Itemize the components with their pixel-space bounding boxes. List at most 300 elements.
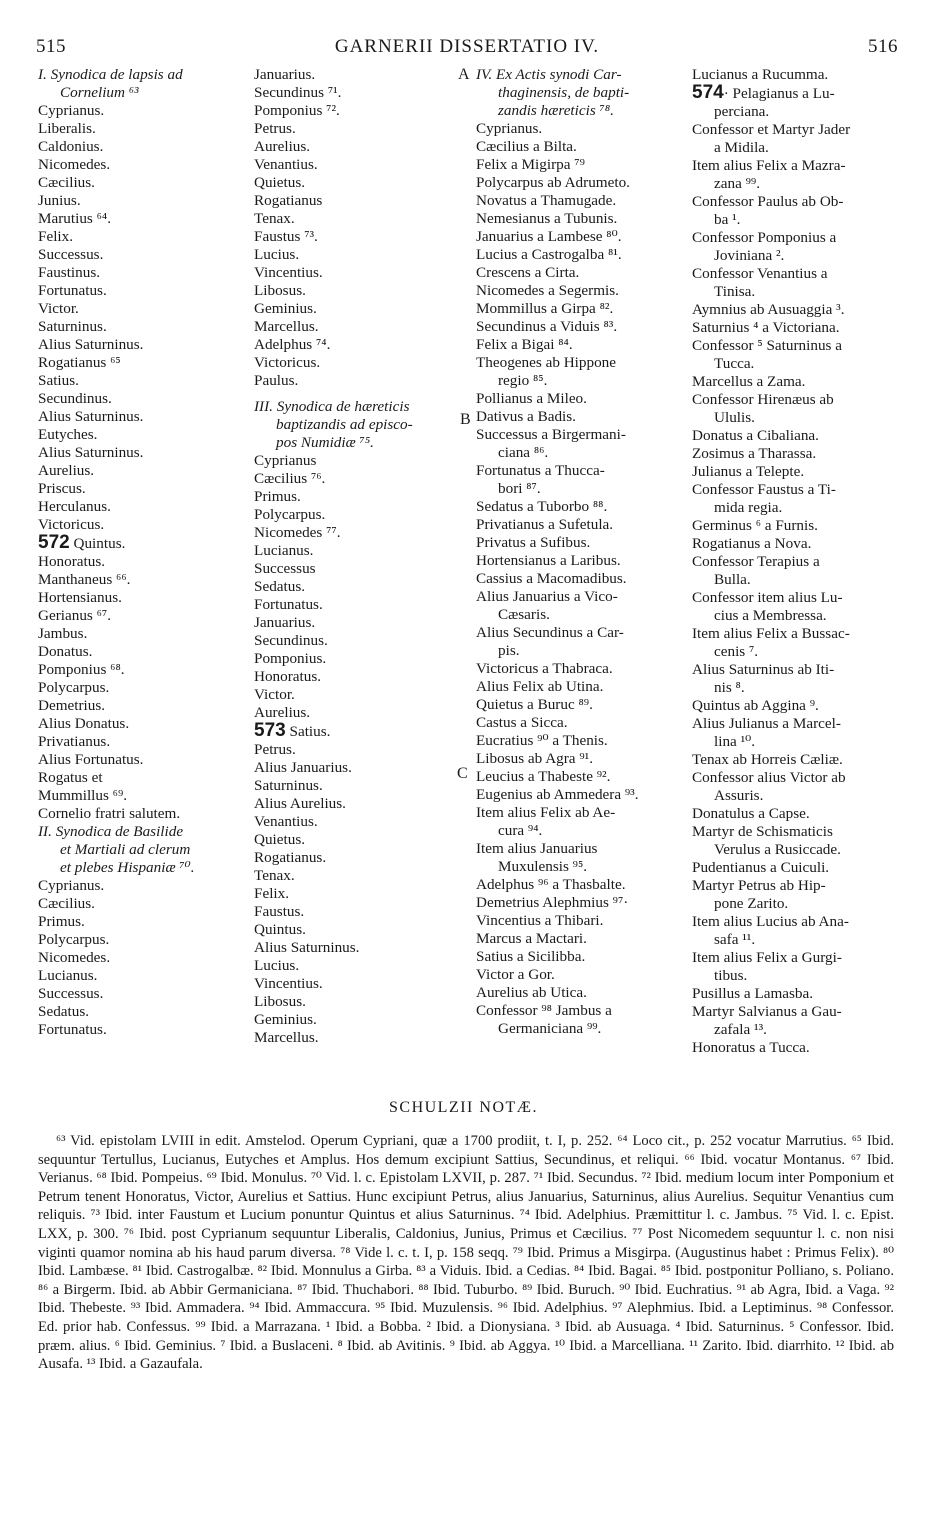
list-line: [38, 426, 243, 444]
line-text: Donatulus a Capse.: [692, 805, 810, 822]
line-text: Julianus a Telepte.: [692, 463, 805, 480]
line-text: zandis hæreticis ⁷⁸.: [498, 102, 614, 119]
section-heading-line: [476, 102, 682, 120]
line-text: Manthaneus ⁶⁶.: [38, 571, 131, 588]
line-text: Crescens a Cirta.: [476, 264, 580, 281]
line-text: Vincentius.: [254, 264, 323, 281]
list-line: [692, 751, 894, 769]
line-text: Sedatus.: [254, 578, 306, 595]
list-line: [692, 805, 894, 823]
list-line: [692, 589, 894, 607]
line-text: Saturninus.: [254, 777, 323, 794]
list-line: [254, 560, 459, 578]
line-text: II. Synodica de Basilide: [38, 823, 184, 840]
line-text: pos Numidiæ ⁷⁵.: [276, 434, 374, 451]
footnotes-text: ⁶³ Vid. epistolam LVIII in edit. Amstelod. Operum Cypriani, quæ a 1700 prodiit, t. I, p. 252. ⁶⁴ Loco cit., p. 252 vocatur Marrutius. ⁶⁵ Ibid. sequuntur Tertullus, Lucianus, Eutyches et Amplus. Hos demum excipiunt Sattius, Secundinus, et reliqui. ⁶⁶ Ibid. vocatur Montanus. ⁶⁷ Ibid. Verianus. ⁶⁸ Ibid. Pompeius. ⁶⁹ Ibid. Monulus. ⁷⁰ Vid. l. c. Epistolam LXVII, p. 287. ⁷¹ Ibid. Secundus. ⁷² Ibid. medium locum inter Pomponium et Petrum tenent Honoratus, Victor, Aurelius et Sattius. Hunc excipiunt Petrus, alius Januarius, Saturninus, alius Aurelius. Sequitur Venantius cum reliquis. ⁷³ Ibid. inter Faustum et Lucium ponuntur Quintus et alius Saturninus. ⁷⁴ Ibid. Adelphius. Præmittitur l. c. Jambus. ⁷⁵ Vid. l. c. Epist. LXX, p. 300. ⁷⁶ Ibid. post Cyprianum sequuntur Liberalis, Caldonius, Junius, Primus et Cæcilius. ⁷⁷ Post Nicomedem sequuntur l. c. non nisi viginti quamor nomina ab his haud parum diversa. ⁷⁸ Vide l. c. t. I, p. 158 seqq. ⁷⁹ Ibid. Primus a Misgirpa. (Augustinus habet : Primus Felix). ⁸⁰ Ibid. Lambæse. ⁸¹ Ibid. Castrogalbæ. ⁸² Ibid. Monnulus a Girba. ⁸³ a Viduis. Ibid. a Cedias. ⁸⁴ Ibid. Bagai. ⁸⁵ Ibid. postponitur Polliano, s. Poliano. ⁸⁶ a Birgerm. Ibid. ab Abbir Germaniciana. ⁸⁷ Ibid. Thuchabori. ⁸⁸ Ibid. Tuburbo. ⁸⁹ Ibid. Buruch. ⁹⁰ Ibid. Euchratius. ⁹¹ ab Agra, Ibid. a Vaga. ⁹² Ibid. Thebeste. ⁹³ Ibid. Ammadera. ⁹⁴ Ibid. Ammaccura. ⁹⁵ Ibid. Muzulensis. ⁹⁶ Ibid. Adelphius. ⁹⁷ Alephmius. Ibid. a Leptiminus. ⁹⁸ Confessor. Ed. prior hab. Confessus. ⁹⁹ Ibid. a Marrazana. ¹ Ibid. a Bobba. ² Ibid. a Dionysiana. ³ Ibid. ab Ausuaga. ⁴ Ibid. Saturninus. ⁵ Confessor. Ibid. præm. alius. ⁶ Ibid. Geminius. ⁷ Ibid. a Buslaceni. ⁸ Ibid. ab Avitinis. ⁹ Ibid. ab Aggya. ¹⁰ Ibid. a Marcelliana. ¹¹ Zarito. Ibid. diarrhito. ¹² Ibid. ab Ausafa. ¹³ Ibid. a Gazaufala.: [38, 1133, 894, 1373]
list-line: [38, 697, 243, 715]
line-text: Nicomedes.: [38, 949, 111, 966]
list-line: [38, 877, 243, 895]
line-text: Martyr de Schismaticis: [692, 823, 833, 840]
line-text: Felix.: [254, 885, 290, 902]
list-line: [254, 596, 459, 614]
list-line: [254, 849, 459, 867]
line-text: Hortensianus a Laribus.: [476, 552, 621, 569]
list-line: [692, 787, 894, 805]
list-line: [476, 372, 682, 390]
list-line: [476, 984, 682, 1002]
line-text: Novatus a Thamugade.: [476, 192, 617, 209]
list-line: [38, 931, 243, 949]
line-text: Alius Saturninus.: [38, 408, 144, 425]
list-line: [254, 777, 459, 795]
list-line: [692, 553, 894, 571]
list-line: [254, 957, 459, 975]
line-text: Gerianus ⁶⁷.: [38, 607, 112, 624]
list-line: [692, 229, 894, 247]
line-text: Successus a Birgermani-: [476, 426, 626, 443]
line-text: Muxulensis ⁹⁵.: [498, 858, 588, 875]
line-text: perciana.: [714, 103, 770, 120]
line-text: Tenax.: [254, 210, 295, 227]
line-text: Eutyches.: [38, 426, 98, 443]
line-text: Venantius.: [254, 156, 318, 173]
list-line: [476, 858, 682, 876]
list-line: [692, 103, 894, 121]
line-text: Mommillus a Girpa ⁸².: [476, 300, 614, 317]
line-text: Secundinus.: [254, 632, 328, 649]
list-line: [692, 517, 894, 535]
list-line: [38, 751, 243, 769]
list-line: [254, 668, 459, 686]
list-line: [692, 157, 894, 175]
list-line: [254, 228, 459, 246]
list-line: [38, 895, 243, 913]
line-text: Privatianus.: [38, 733, 111, 750]
list-line: [254, 795, 459, 813]
line-text: ciana ⁸⁶.: [498, 444, 549, 461]
list-line: [476, 480, 682, 498]
text-column-4: [692, 66, 894, 1057]
list-line: [692, 499, 894, 517]
list-line: [254, 650, 459, 668]
line-text: · Pelagianus a Lu-: [723, 85, 835, 102]
list-line: [692, 463, 894, 481]
line-text: Confessor alius Victor ab: [692, 769, 846, 786]
line-text: Germaniciana ⁹⁹.: [498, 1020, 602, 1037]
list-line: [476, 156, 682, 174]
list-line: [38, 228, 243, 246]
line-text: Quietus a Buruc ⁸⁹.: [476, 696, 593, 713]
line-text: Aurelius.: [254, 138, 311, 155]
text-column-1: [38, 66, 243, 1039]
line-text: Confessor Pomponius a: [692, 229, 837, 246]
line-text: Nemesianus a Tubunis.: [476, 210, 618, 227]
list-line: [692, 661, 894, 679]
list-line: [692, 571, 894, 589]
list-line: [38, 444, 243, 462]
line-text: Cyprianus.: [38, 102, 105, 119]
list-line: [476, 210, 682, 228]
list-line: [38, 408, 243, 426]
line-text: Jambus.: [38, 625, 88, 642]
list-line: [476, 732, 682, 750]
list-line: [254, 336, 459, 354]
line-text: Nicomedes a Segermis.: [476, 282, 619, 299]
list-line: [692, 607, 894, 625]
list-line: [692, 247, 894, 265]
line-text: Successus.: [38, 985, 104, 1002]
list-line: [692, 769, 894, 787]
line-text: Martyr Petrus ab Hip-: [692, 877, 826, 894]
list-line: [692, 895, 894, 913]
list-line: [476, 516, 682, 534]
line-text: Victoricus a Thabraca.: [476, 660, 613, 677]
list-line: [254, 318, 459, 336]
line-text: Satius a Sicilibba.: [476, 948, 586, 965]
line-text: Marcus a Mactari.: [476, 930, 587, 947]
line-text: Felix a Migirpa ⁷⁹: [476, 156, 585, 173]
line-text: III. Synodica de hæreticis: [254, 398, 410, 415]
list-line: [254, 524, 459, 542]
line-text: cius a Membressa.: [714, 607, 827, 624]
list-line: [254, 722, 459, 741]
line-text: Sedatus a Tuborbo ⁸⁸.: [476, 498, 608, 515]
list-line: [38, 769, 243, 787]
list-line: [254, 885, 459, 903]
line-text: Alius Donatus.: [38, 715, 130, 732]
line-text: Secundinus ⁷¹.: [254, 84, 342, 101]
line-text: Lucianus.: [38, 967, 98, 984]
line-text: Liberalis.: [38, 120, 96, 137]
list-line: [254, 1011, 459, 1029]
line-text: Mummillus ⁶⁹.: [38, 787, 128, 804]
list-line: [692, 337, 894, 355]
list-line: [254, 903, 459, 921]
line-text: Martyr Salvianus a Gau-: [692, 1003, 842, 1020]
list-line: [476, 246, 682, 264]
line-text: Cyprianus.: [38, 877, 105, 894]
line-text: Alius Saturninus.: [38, 336, 144, 353]
list-line: [254, 741, 459, 759]
list-line: [692, 211, 894, 229]
list-line: [476, 534, 682, 552]
list-line: [476, 606, 682, 624]
list-line: [254, 174, 459, 192]
list-line: [692, 373, 894, 391]
list-line: [38, 210, 243, 228]
text-column-2: [254, 66, 459, 1047]
line-text: Aurelius ab Utica.: [476, 984, 587, 1001]
line-text: Alius Saturninus.: [38, 444, 144, 461]
list-line: [692, 84, 894, 103]
line-text: Rogatianus.: [254, 849, 327, 866]
list-line: [692, 823, 894, 841]
line-text: Polycarpus.: [254, 506, 326, 523]
line-text: Fortunatus.: [254, 596, 323, 613]
line-text: Geminius.: [254, 300, 317, 317]
list-line: [254, 264, 459, 282]
list-line: [476, 624, 682, 642]
list-line: [476, 786, 682, 804]
line-text: Donatus a Cibaliana.: [692, 427, 819, 444]
margin-letter-b: B: [460, 411, 471, 428]
list-line: [476, 354, 682, 372]
list-line: [38, 174, 243, 192]
section-heading-line: [254, 434, 459, 452]
list-line: [692, 715, 894, 733]
list-line: [254, 120, 459, 138]
line-text: Pomponius ⁶⁸.: [38, 661, 125, 678]
line-text: Cæcilius.: [38, 895, 95, 912]
list-line: [38, 715, 243, 733]
line-text: Lucius a Castrogalba ⁸¹.: [476, 246, 622, 263]
list-line: [38, 282, 243, 300]
list-line: [692, 679, 894, 697]
line-text: zana ⁹⁹.: [714, 175, 761, 192]
line-text: Alius Januarius.: [254, 759, 352, 776]
line-text: Herculanus.: [38, 498, 111, 515]
list-line: [254, 975, 459, 993]
list-line: [692, 427, 894, 445]
list-line: [38, 120, 243, 138]
margin-letter-c: C: [457, 765, 468, 782]
list-line: [38, 661, 243, 679]
line-text: Alius Felix ab Utina.: [476, 678, 604, 695]
line-text: Cæcilius a Bilta.: [476, 138, 577, 155]
line-text: Lucius.: [254, 957, 300, 974]
line-text: Secundinus a Viduis ⁸³.: [476, 318, 618, 335]
list-line: [38, 607, 243, 625]
line-text: Junius.: [38, 192, 81, 209]
line-text: Marcellus a Zama.: [692, 373, 806, 390]
list-line: [254, 66, 459, 84]
list-line: [38, 390, 243, 408]
line-text: Petrus.: [254, 120, 296, 137]
line-text: Cæcilius.: [38, 174, 95, 191]
list-line: [38, 102, 243, 120]
list-line: [476, 390, 682, 408]
line-text: Januarius.: [254, 66, 316, 83]
line-text: et plebes Hispaniæ ⁷⁰.: [60, 859, 195, 876]
section-heading-line: [38, 841, 243, 859]
line-text: Privatus a Sufibus.: [476, 534, 591, 551]
list-line: [476, 588, 682, 606]
list-line: [476, 300, 682, 318]
list-line: [476, 282, 682, 300]
line-text: Theogenes ab Hippone: [476, 354, 617, 371]
list-line: [254, 282, 459, 300]
line-text: Alius Secundinus a Car-: [476, 624, 624, 641]
list-line: [38, 318, 243, 336]
list-line: [38, 967, 243, 985]
list-line: [692, 913, 894, 931]
list-line: [38, 553, 243, 571]
line-text: Polycarpus.: [38, 931, 110, 948]
list-line: [692, 985, 894, 1003]
line-text: Pusillus a Lamasba.: [692, 985, 814, 1002]
page-number-right: 516: [868, 36, 898, 57]
line-text: Cornelio fratri salutem.: [38, 805, 181, 822]
line-text: Tenax ab Horreis Cæliæ.: [692, 751, 843, 768]
list-line: [38, 264, 243, 282]
line-text: Cassius a Macomadibus.: [476, 570, 627, 587]
list-line: [692, 967, 894, 985]
line-text: Confessor Terapius a: [692, 553, 820, 570]
list-line: [476, 228, 682, 246]
line-text: Item alius Felix a Gurgi-: [692, 949, 842, 966]
line-text: pis.: [498, 642, 520, 659]
column-number: 573: [254, 720, 286, 741]
line-text: Libosus ab Agra ⁹¹.: [476, 750, 593, 767]
line-text: lina ¹⁰.: [714, 733, 756, 750]
list-line: [692, 1039, 894, 1057]
line-text: Caldonius.: [38, 138, 104, 155]
line-text: Item alius Januarius: [476, 840, 598, 857]
list-line: [38, 1021, 243, 1039]
list-line: [476, 318, 682, 336]
list-line: [476, 498, 682, 516]
line-text: Sedatus.: [38, 1003, 90, 1020]
line-text: Petrus.: [254, 741, 296, 758]
line-text: cenis ⁷.: [714, 643, 759, 660]
list-line: [692, 1021, 894, 1039]
line-text: Victor.: [38, 300, 79, 317]
page-title: GARNERII DISSERTATIO IV.: [334, 36, 600, 57]
list-line: [38, 462, 243, 480]
list-line: [38, 589, 243, 607]
list-line: [692, 445, 894, 463]
line-text: ba ¹.: [714, 211, 741, 228]
list-line: [476, 408, 682, 426]
section-heading-line: [476, 66, 682, 84]
line-text: Satius.: [285, 723, 331, 740]
list-line: [254, 300, 459, 318]
list-line: [692, 1003, 894, 1021]
line-text: Eucratius ⁹⁰ a Thenis.: [476, 732, 608, 749]
list-line: [692, 319, 894, 337]
column-number: 574: [692, 82, 724, 103]
line-text: Item alius Felix a Bussac-: [692, 625, 850, 642]
list-line: [254, 452, 459, 470]
line-text: Fortunatus a Thucca-: [476, 462, 605, 479]
line-text: cura ⁹⁴.: [498, 822, 543, 839]
line-text: Venantius.: [254, 813, 318, 830]
list-line: [38, 336, 243, 354]
line-text: Zosimus a Tharassa.: [692, 445, 817, 462]
list-line: [476, 804, 682, 822]
line-text: Successus.: [38, 246, 104, 263]
line-text: Donatus.: [38, 643, 93, 660]
list-line: [254, 993, 459, 1011]
footnotes: [38, 1132, 894, 1374]
line-text: Victoricus.: [254, 354, 321, 371]
line-text: Honoratus a Tucca.: [692, 1039, 810, 1056]
line-text: Aurelius.: [254, 704, 311, 721]
list-line: [254, 1029, 459, 1047]
line-text: Alius Fortunatus.: [38, 751, 144, 768]
list-line: [254, 488, 459, 506]
list-line: [38, 138, 243, 156]
line-text: Confessor et Martyr Jader: [692, 121, 851, 138]
list-line: [476, 552, 682, 570]
running-header: [36, 36, 898, 62]
line-text: Rogatianus a Nova.: [692, 535, 812, 552]
list-line: [692, 481, 894, 499]
line-text: Polycarpus.: [38, 679, 110, 696]
line-text: Faustus.: [254, 903, 305, 920]
line-text: Januarius.: [254, 614, 316, 631]
line-text: Lucius.: [254, 246, 300, 263]
line-text: tibus.: [714, 967, 748, 984]
list-line: [254, 102, 459, 120]
line-text: Rogatianus: [254, 192, 323, 209]
line-text: I. Synodica de lapsis ad: [38, 66, 183, 83]
list-line: [38, 480, 243, 498]
line-text: pone Zarito.: [714, 895, 789, 912]
list-line: [476, 696, 682, 714]
section-heading-line: [38, 823, 243, 841]
list-line: [38, 192, 243, 210]
line-text: Lucianus a Rucumma.: [692, 66, 829, 83]
line-text: Aurelius.: [38, 462, 95, 479]
line-text: Confessor Hirenæus ab: [692, 391, 834, 408]
line-text: Marutius ⁶⁴.: [38, 210, 112, 227]
list-line: [38, 156, 243, 174]
list-line: [38, 498, 243, 516]
line-text: Item alius Felix a Mazra-: [692, 157, 846, 174]
line-text: Alius Aurelius.: [254, 795, 346, 812]
list-line: [254, 210, 459, 228]
line-text: Joviniana ².: [714, 247, 785, 264]
line-text: Felix a Bigai ⁸⁴.: [476, 336, 573, 353]
list-line: [38, 372, 243, 390]
line-text: Saturninus.: [38, 318, 107, 335]
line-text: Rogatus et: [38, 769, 103, 786]
line-text: Confessor ⁵ Saturninus a: [692, 337, 842, 354]
list-line: [254, 686, 459, 704]
line-text: Demetrius Alephmius ⁹⁷·: [476, 894, 629, 911]
list-line: [692, 121, 894, 139]
line-text: Demetrius.: [38, 697, 106, 714]
list-line: [254, 156, 459, 174]
list-line: [254, 759, 459, 777]
line-text: Alius Saturninus ab Iti-: [692, 661, 835, 678]
list-line: [476, 1020, 682, 1038]
list-line: [692, 841, 894, 859]
list-line: [476, 138, 682, 156]
list-line: [476, 966, 682, 984]
line-text: Lucianus.: [254, 542, 314, 559]
line-text: Confessor ⁹⁸ Jambus a: [476, 1002, 612, 1019]
line-text: Confessor Paulus ab Ob-: [692, 193, 844, 210]
line-text: Vincentius.: [254, 975, 323, 992]
line-text: Confessor Faustus a Ti-: [692, 481, 836, 498]
list-line: [476, 894, 682, 912]
line-text: Pomponius ⁷².: [254, 102, 340, 119]
line-text: Successus: [254, 560, 316, 577]
line-text: Cyprianus: [254, 452, 317, 469]
line-text: Confessor Venantius a: [692, 265, 828, 282]
list-line: [476, 174, 682, 192]
line-text: Primus.: [38, 913, 85, 930]
list-line: [692, 859, 894, 877]
line-text: Privatianus a Sufetula.: [476, 516, 614, 533]
line-text: Fortunatus.: [38, 282, 107, 299]
line-text: Pudentianus a Cuiculi.: [692, 859, 830, 876]
line-text: baptizandis ad episco-: [276, 416, 413, 433]
line-text: Satius.: [38, 372, 79, 389]
section-heading-line: [38, 66, 243, 84]
